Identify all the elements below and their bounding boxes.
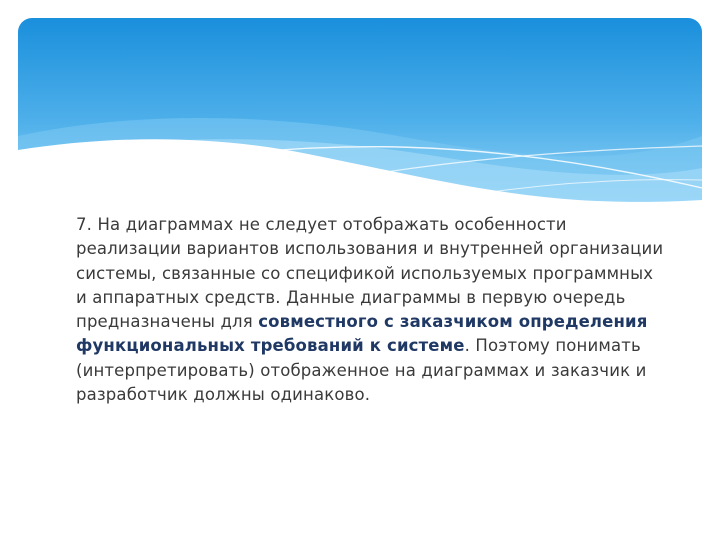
- body-text-conclusion: . Поэтому понимать (интерпретировать) отображенное на диаграммах и заказчик и разработчик должны одинаково.: [76, 336, 647, 405]
- sky-waves-graphic: [18, 18, 702, 208]
- header-sky-banner: [18, 18, 702, 208]
- slide-body-text: [76, 213, 666, 407]
- body-text-emphasis: совместного с заказчиком определения функциональных требований к системе: [76, 312, 648, 356]
- body-text-intro: 7. На диаграммах не следует отображать особенности реализации вариантов использования и внутренней организации системы, связанные со спецификой используемых программных и аппаратных средств. Данные диаграммы в первую очередь предназначены для: [76, 215, 664, 332]
